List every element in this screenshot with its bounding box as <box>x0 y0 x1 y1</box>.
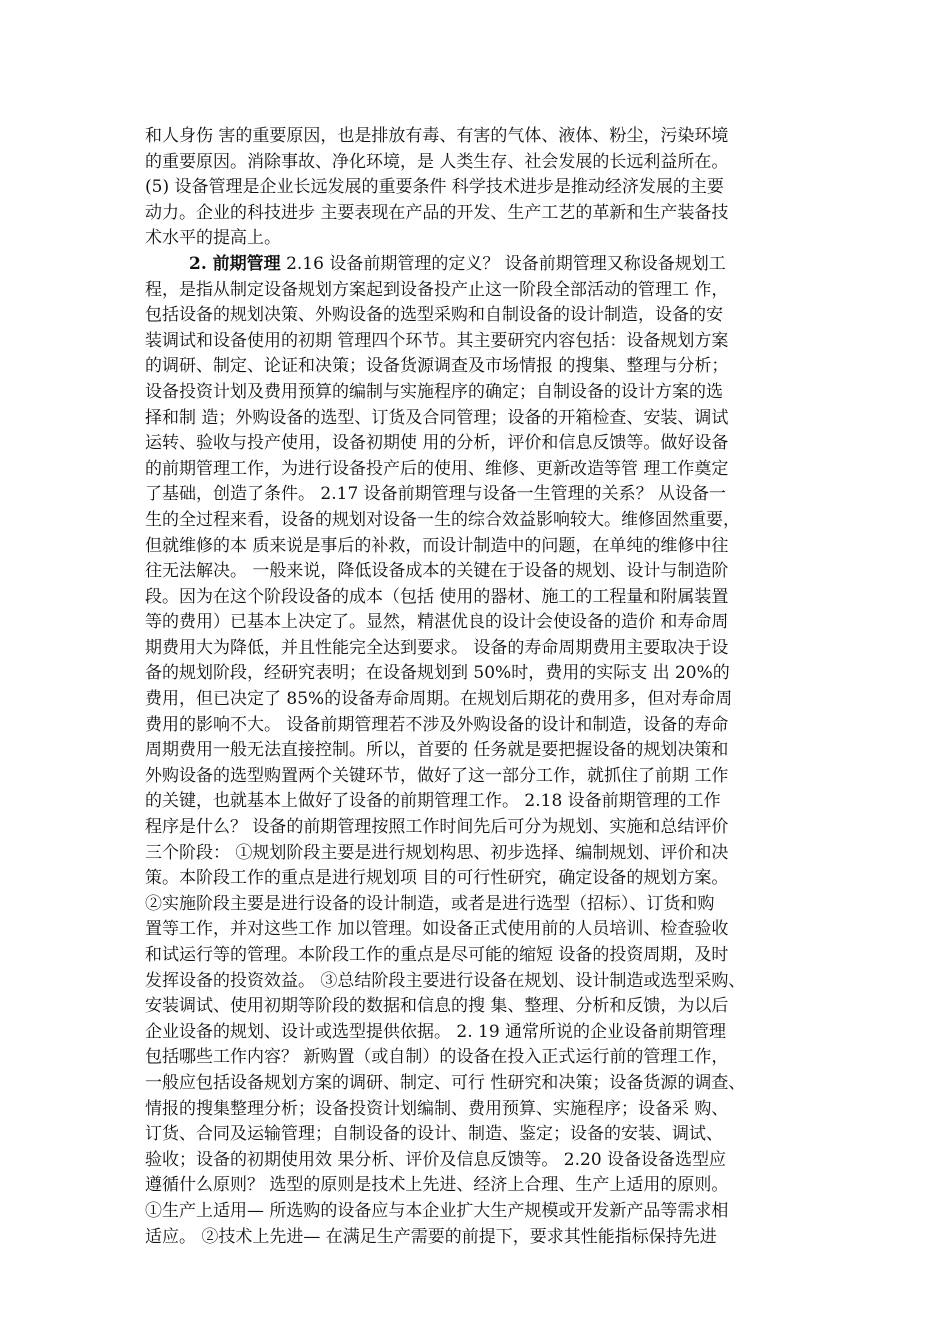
section-heading-line <box>145 252 815 278</box>
text-line: 费用，但已决定了 85%的设备寿命周期。在规划后期花的费用多，但对寿命周 <box>145 689 733 710</box>
text-line: ②实施阶段主要是进行设备的设计制造，或者是进行选型（招标）、订货和购 <box>145 893 715 914</box>
text-line: 适应。 ②技术上先进— 在满足生产需要的前提下，要求其性能指标保持先进 <box>145 1226 717 1247</box>
text-line: 装调试和设备使用的初期 管理四个环节。其主要研究内容包括：设备规划方案 <box>145 330 729 351</box>
text-line: 一般应包括设备规划方案的调研、制定、可行 性研究和决策；设备货源的调查、 <box>145 1072 746 1093</box>
text-line: 期费用大为降低，并且性能完全达到要求。 设备的寿命周期费用主要取决于设 <box>145 637 729 658</box>
text-line: 段。因为在这个阶段设备的成本（包括 使用的器材、施工的工程量和附属装置 <box>145 586 729 607</box>
text-line: 企业设备的规划、设计或选型提供依据。 2. 19 通常所说的企业设备前期管理 <box>145 1021 727 1042</box>
text-line: 遵循什么原则？ 选型的原则是技术上先进、经济上合理、生产上适用的原则。 <box>145 1175 729 1196</box>
text-line: 设备投资计划及费用预算的编制与实施程序的确定；自制设备的设计方案的选 <box>145 381 723 402</box>
text-line: 和试运行等的管理。本阶段工作的重点是尽可能的缩短 设备的投资周期，及时 <box>145 945 729 965</box>
text-line: 三个阶段： ①规划阶段主要是进行规划构思、初步选择、编制规划、评价和决 <box>145 842 729 863</box>
text-line: 和人身伤 害的重要原因，也是排放有毒、有害的气体、液体、粉尘，污染环境 <box>145 126 729 146</box>
text-line: (5) 设备管理是企业长远发展的重要条件 科学技术进步是推动经济发展的主要 <box>145 177 724 198</box>
text-line: 生的全过程来看，设备的规划对设备一生的综合效益影响较大。维修固然重要， <box>145 509 740 530</box>
text-line: 的重要原因。消除事故、净化环境，是 人类生存、社会发展的长远利益所在。 <box>145 151 729 172</box>
text-line: 策。本阶段工作的重点是进行规划项 目的可行性研究，确定设备的规划方案。 <box>145 868 729 889</box>
text-line: 情报的搜集整理分析；设备投资计划编制、费用预算、实施程序；设备采 购、 <box>145 1098 729 1119</box>
text-line: 程，是指从制定设备规划方案起到设备投产止这一阶段全部活动的管理工 作， <box>145 279 729 300</box>
text-line: 往无法解决。 一般来说，降低设备成本的关键在于设备的规划、设计与制造阶 <box>145 561 729 582</box>
text-line: 等的费用）已基本上决定了。显然，精湛优良的设计会使设备的造价 和寿命周 <box>145 612 729 633</box>
text-line: 包括设备的规划决策、外购设备的选型采购和自制设备的设计制造，设备的安 <box>145 305 723 326</box>
text-line: 周期费用一般无法直接控制。所以，首要的 任务就是要把握设备的规划决策和 <box>145 740 729 761</box>
text-line: 验收；设备的初期使用效 果分析、评价及信息反馈等。 2.20 设备设备选型应 <box>145 1149 727 1170</box>
text-line: 运转、验收与投产使用，设备初期使 用的分析，评价和信息反馈等。做好设备 <box>145 433 729 454</box>
text-line: 程序是什么？ 设备的前期管理按照工作时间先后可分为规划、实施和总结评价 <box>145 817 729 838</box>
text-line: 置等工作，并对这些工作 加以管理。如设备正式使用前的人员培训、检查验收 <box>145 919 729 940</box>
text-line: 包括哪些工作内容？ 新购置（或自制）的设备在投入正式运行前的管理工作， <box>145 1047 729 1068</box>
text-line: 的前期管理工作，为进行设备投产后的使用、维修、更新改造等管 理工作奠定 <box>145 458 729 479</box>
text-line: 但就维修的本 质来说是事后的补救，而设计制造中的问题，在单纯的维修中往 <box>145 535 729 556</box>
text-line: 费用的影响不大。 设备前期管理若不涉及外购设备的设计和制造，设备的寿命 <box>145 714 729 735</box>
text-line: 动力。企业的科技进步 主要表现在产品的开发、生产工艺的革新和生产装备技 <box>145 202 729 223</box>
document-body <box>145 124 815 1250</box>
text-line: 术水平的提高上。 <box>145 228 281 249</box>
section-heading: 2. 前期管理 <box>189 253 281 274</box>
text-line: 安装调试、使用初期等阶段的数据和信息的搜 集、整理、分析和反馈，为以后 <box>145 996 729 1017</box>
text-line: 的调研、制定、论证和决策；设备货源调查及市场情报 的搜集、整理与分析； <box>145 356 729 377</box>
text-line: 的关键，也就基本上做好了设备的前期管理工作。 2.18 设备前期管理的工作 <box>145 791 721 812</box>
text-line: 发挥设备的投资效益。 ③总结阶段主要进行设备在规划、设计制造或选型采购、 <box>145 970 746 991</box>
text-line: 了基础，创造了条件。 2.17 设备前期管理与设备一生管理的关系？ 从设备一 <box>145 484 727 505</box>
heading-line-text: 2.16 设备前期管理的定义？ 设备前期管理又称设备规划工 <box>280 253 726 274</box>
text-line: 备的规划阶段，经研究表明；在设备规划到 50%时，费用的实际支 出 20%的 <box>145 663 730 684</box>
text-line: ①生产上适用— 所选购的设备应与本企业扩大生产规模或开发新产品等需求相 <box>145 1200 729 1221</box>
text-line: 外购设备的选型购置两个关键环节，做好了这一部分工作，就抓住了前期 工作 <box>145 765 729 786</box>
text-line: 订货、合同及运输管理；自制设备的设计、制造、鉴定；设备的安装、调试、 <box>145 1124 723 1145</box>
text-line: 择和制 造；外购设备的选型、订货及合同管理；设备的开箱检查、安装、调试 <box>145 407 729 428</box>
